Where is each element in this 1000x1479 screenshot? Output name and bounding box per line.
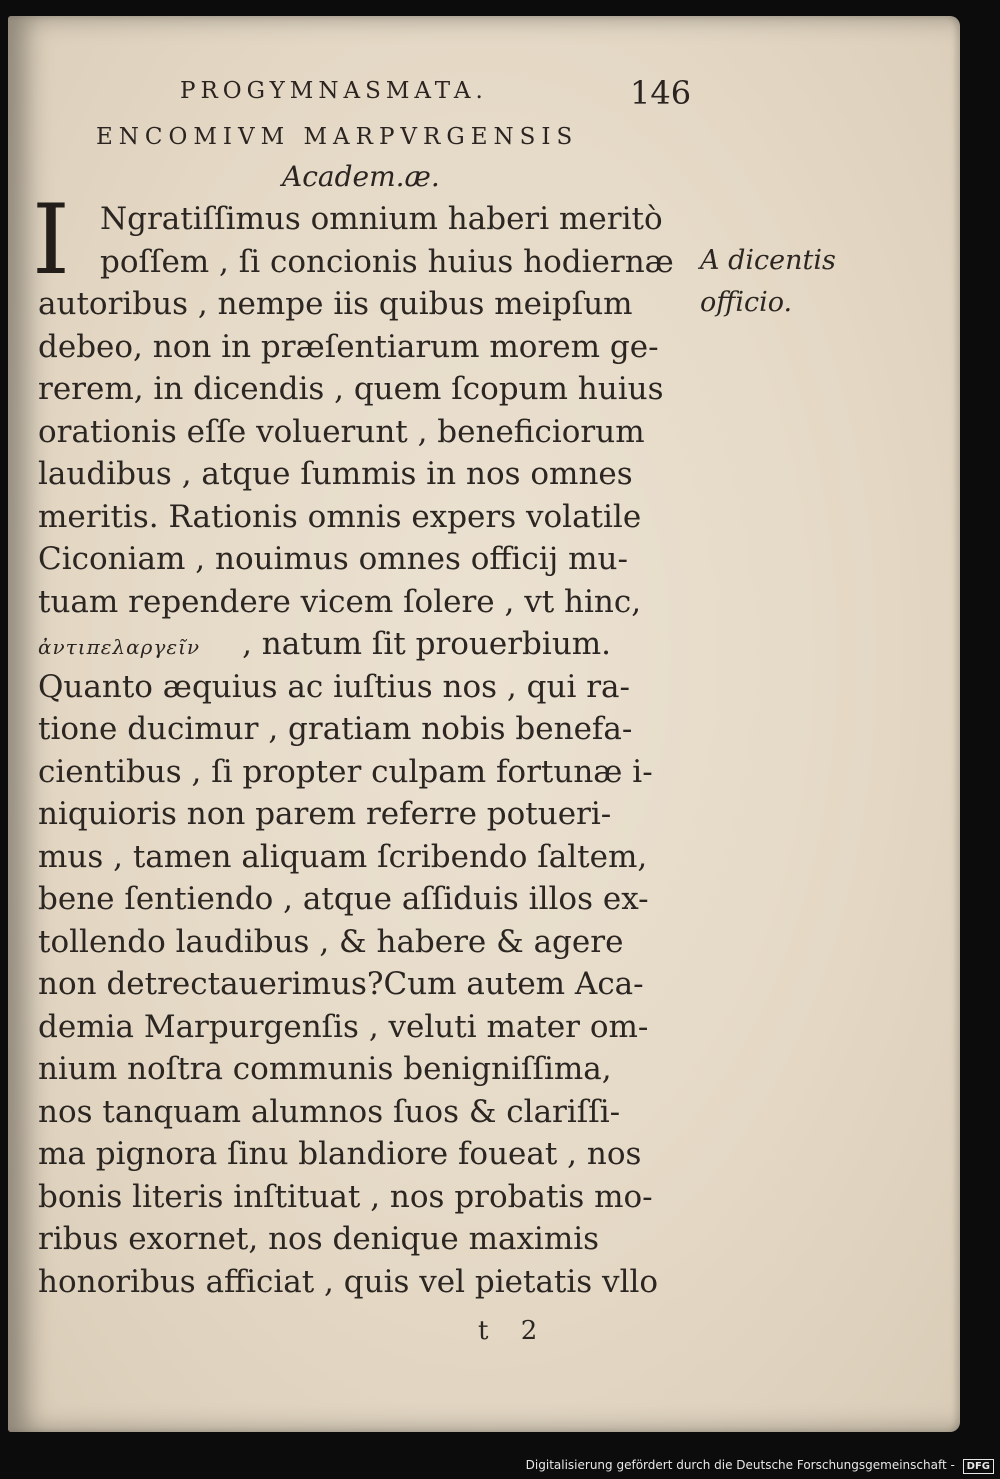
drop-cap-initial: I <box>32 184 70 296</box>
credit-text: Digitalisierung gefördert durch die Deutsche Forschungsgemeinschaft - <box>525 1458 955 1472</box>
dfg-logo: DFG <box>963 1459 994 1474</box>
text-line: Quanto æquius ac iuſtius nos , qui ra- <box>38 668 630 705</box>
text-line: meritis. Rationis omnis expers volatile <box>38 498 642 535</box>
text-line: laudibus , atque ſummis in nos omnes <box>38 456 633 492</box>
section-heading: ENCOMIVM MARPVRGENSIS <box>96 124 579 150</box>
body-text <box>38 198 698 1303</box>
text-line: honoribus afficiat , quis vel pietatis vllo <box>38 1263 659 1300</box>
text-line: tione ducimur , gratiam nobis benefa- <box>38 711 633 747</box>
section-subheading: Academ.æ. <box>282 160 440 193</box>
text-line: bonis literis inſtituat , nos probatis mo- <box>38 1178 653 1215</box>
text-line: orationis eſſe voluerunt , beneficiorum <box>38 413 645 450</box>
text-line: debeo, non in præſentiarum morem ge- <box>38 328 659 365</box>
digitization-credit <box>0 1458 994 1474</box>
text-line: rerem, in dicendis , quem ſcopum huius <box>38 371 664 407</box>
marginal-note-line: A dicentis <box>700 245 836 276</box>
text-line: bene ſentiendo , atque aſſiduis illos ex- <box>38 881 649 917</box>
text-line: tollendo laudibus , & habere & agere <box>38 923 624 960</box>
text-line: Ciconiam , nouimus omnes officij mu- <box>38 541 628 577</box>
text-line: autoribus , nempe iis quibus meipſum <box>38 286 633 322</box>
text-line: cientibus , ſi propter culpam fortunæ i- <box>38 753 653 790</box>
text-line: non detrectauerimus?Cum autem Aca- <box>38 966 644 1002</box>
text-line: mus , tamen aliquam ſcribendo ſaltem, <box>38 838 648 875</box>
page-number: 146 <box>630 74 692 112</box>
text-line: ribus exornet, nos denique maximis <box>38 1221 600 1257</box>
text-line-greek <box>38 623 698 666</box>
text-line-rest: , natum ſit prouerbium. <box>242 626 612 662</box>
text-line: nos tanquam alumnos ſuos & clariſſi- <box>38 1093 621 1130</box>
text-line: poſſem , ſi concionis huius hodiernæ <box>100 243 674 280</box>
text-line: Ngratiſſimus omnium haberi meritò <box>100 201 663 237</box>
text-line: demia Marpurgenſis , veluti mater om- <box>38 1008 649 1045</box>
greek-word: ἀντιπελαργεῖν <box>38 635 201 659</box>
running-head: PROGYMNASMATA. <box>180 78 488 104</box>
marginal-note <box>700 240 836 324</box>
text-line: tuam rependere vicem ſolere , vt hinc, <box>38 583 642 620</box>
text-line: ma pignora ſinu blandiore foueat , nos <box>38 1136 642 1172</box>
marginal-note-line: officio. <box>700 287 793 318</box>
signature-mark: t 2 <box>478 1316 550 1346</box>
text-line: nium noſtra communis benigniſſima, <box>38 1051 612 1087</box>
text-line: niquioris non parem referre potueri- <box>38 796 612 832</box>
